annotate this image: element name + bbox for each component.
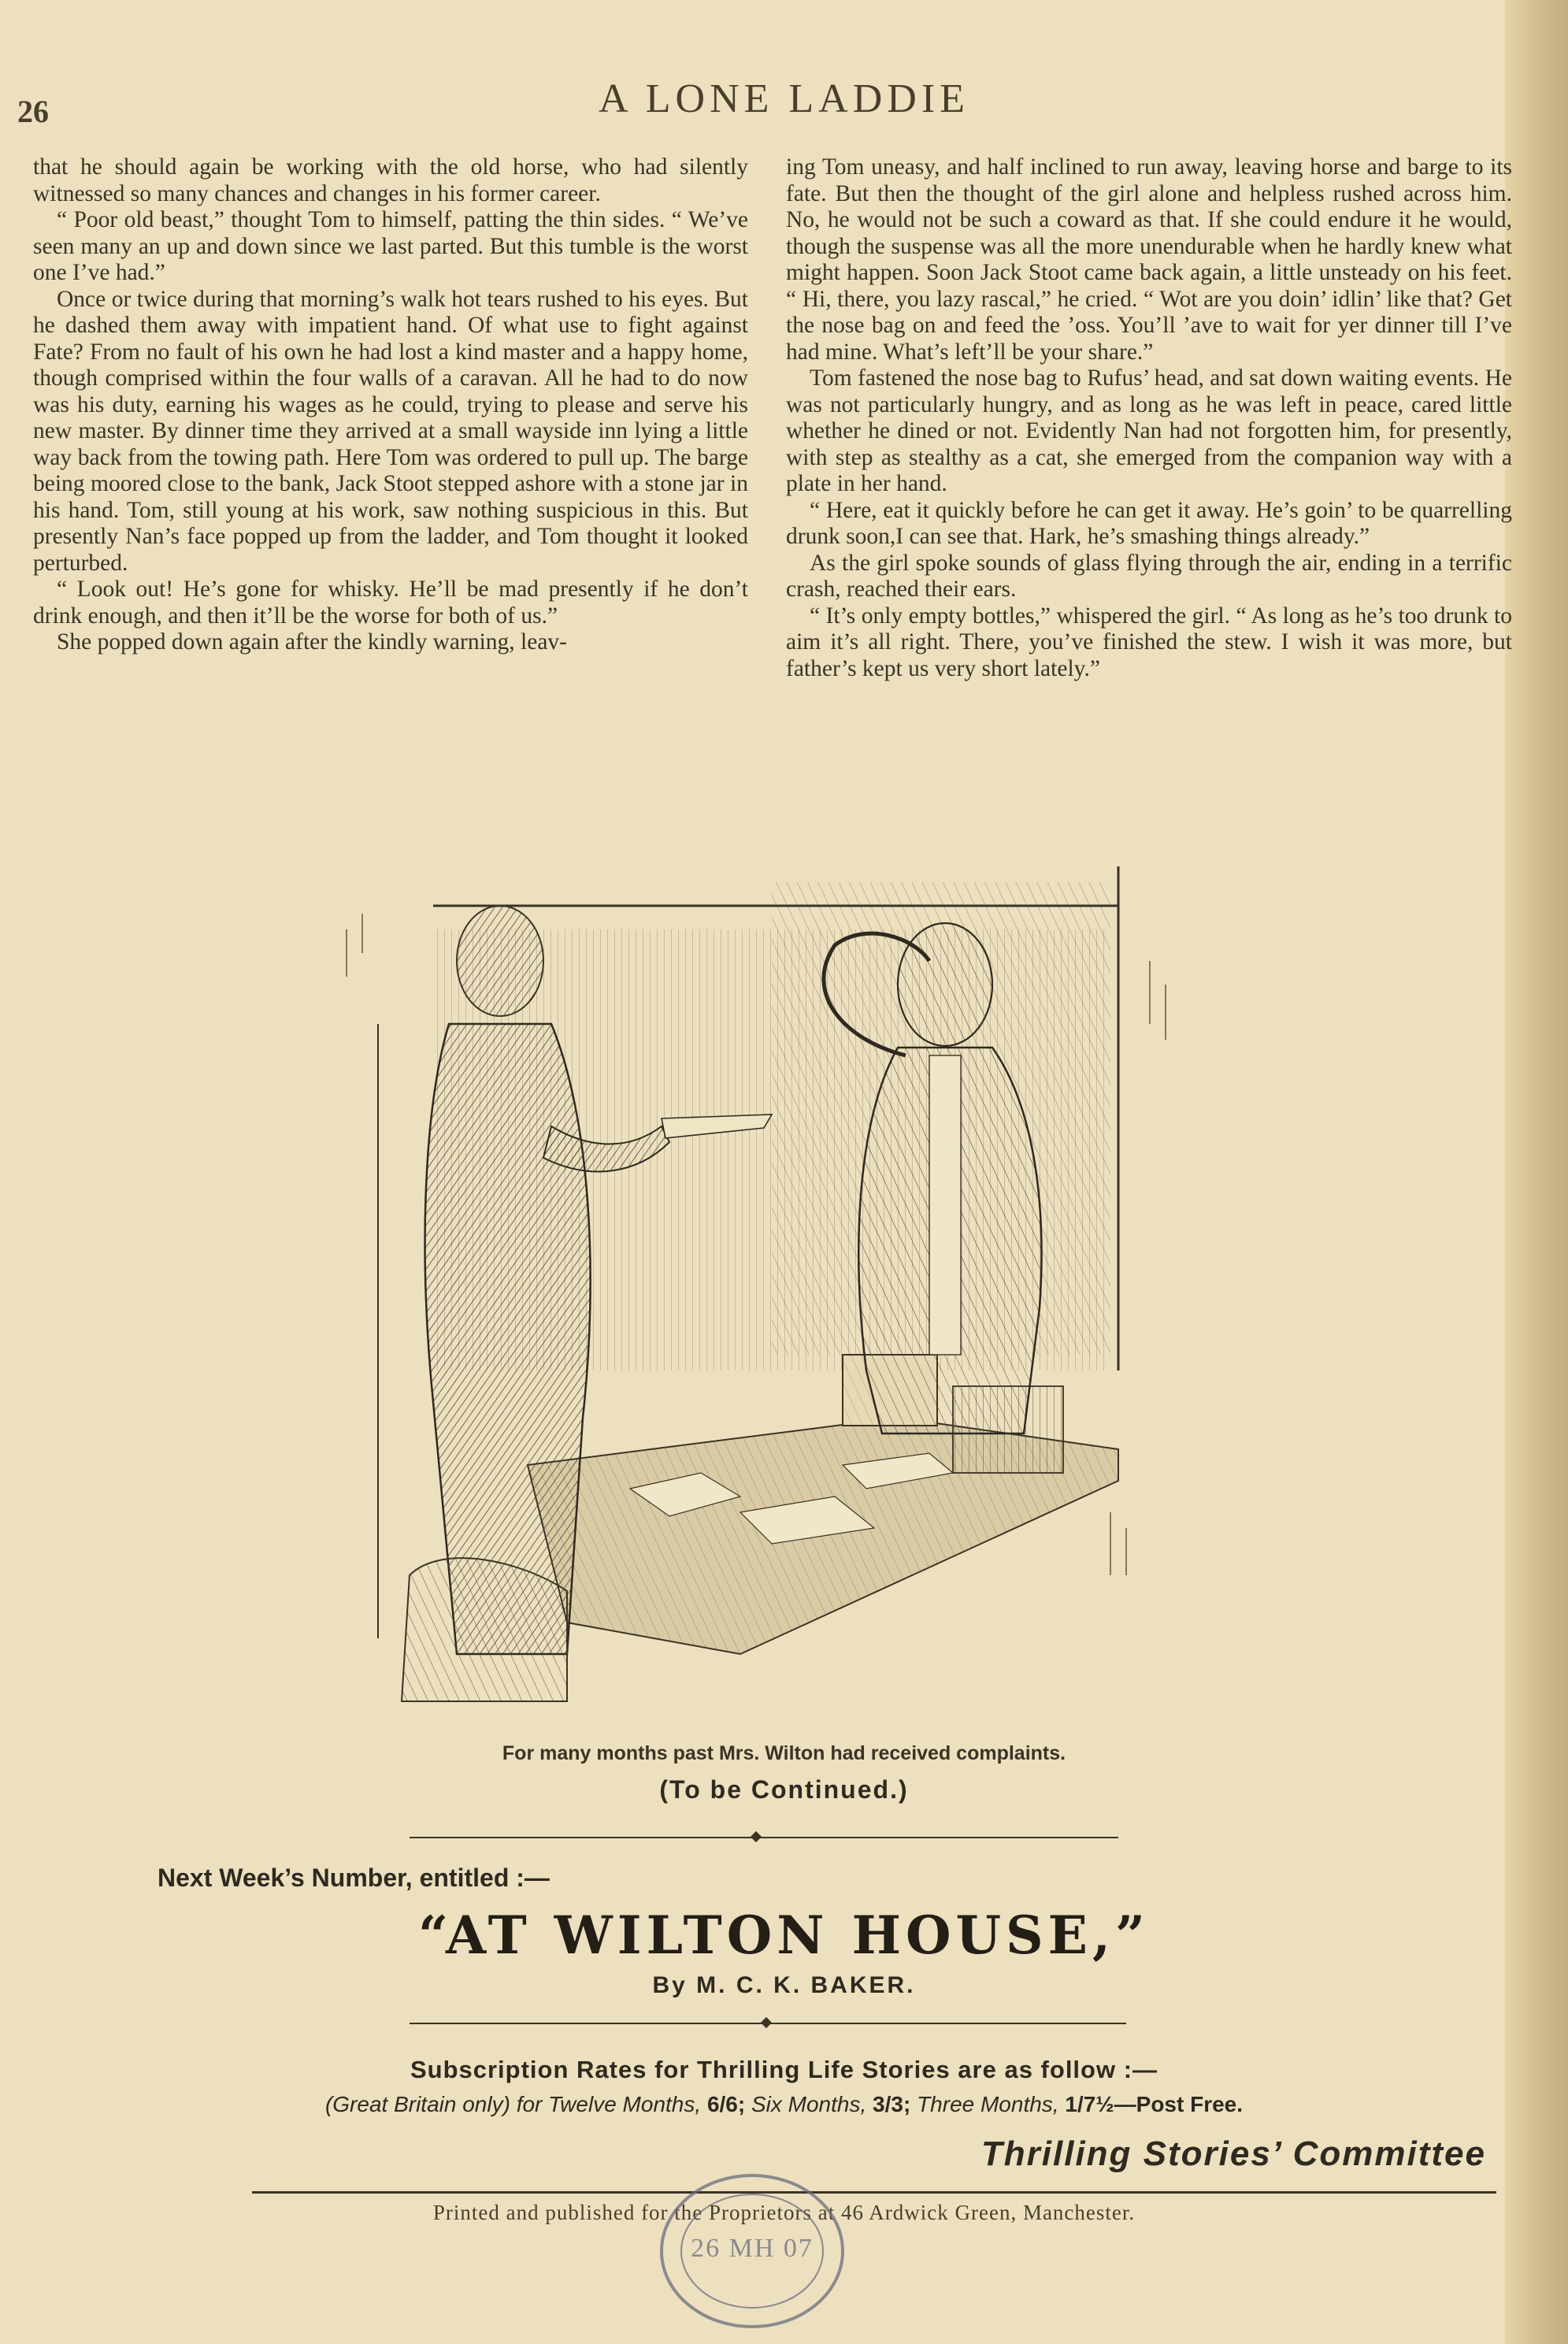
paragraph: As the girl spoke sounds of glass flying through the air, ending in a terrific crash, reached their ears. [786,550,1512,602]
six-month-label: Six Months, [751,2092,867,2116]
divider-rule [410,1837,1118,1838]
paragraph: “ Here, eat it quickly before he can get it away. He’s goin’ to be quarrelling drunk soon,I can see that. Hark, he’s smashing things already.” [786,497,1512,549]
subscription-heading: Subscription Rates for Thrilling Life Stories are as follow :— [410,2056,1158,2083]
next-story-title: “AT WILTON HOUSE,” [418,1904,1150,1966]
illustration-caption: For many months past Mrs. Wilton had received complaints. [502,1742,1066,1764]
paragraph: She popped down again after the kindly warning, leav- [57,629,567,655]
imprint-line: Printed and published for the Proprietors at 46 Ardwick Green, Manchester. [432,2201,1136,2224]
paragraph: ing Tom uneasy, and half inclined to run away, leaving horse and barge to its fate. But then the thought of the girl alone and helpless rushed across him. No, he would not be such a coward as that. If she could endure it he would, though the suspense was all the more unendurable when he hardly knew what might happen. Soon Jack Stoot came back again, a little unsteady on his feet. “ Hi, there, you lazy rascal,” he cried. “ Wot are you doin’ idlin’ like that? Get the nose bag on and feed the ’oss. You’ll ’ave to wait for yer dinner till I’ve had mine. What’s left’ll be your share.” [786,154,1512,365]
running-title: A LONE LADDIE [599,76,969,121]
committee-signature: Thrilling Stories’ Committee [980,2134,1486,2173]
paragraph: Once or twice during that morning’s walk hot tears rushed to his eyes. But he dashed them away with impatient hand. Of what use to fight against Fate? From no fault of his own he had lost a kind master and a happy home, though comprised within the four walls of a caravan. All he had to do now was his duty, earning his wages as he could, trying to please and serve his new master. By dinner time they arrived at a small wayside inn lying a little way back from the towing path. Here Tom was ordered to pull up. The barge being moored close to the bank, Jack Stoot stepped ashore with a stone jar in his hand. Tom, still young at his work, saw nothing suspicious in this. But presently Nan’s face popped up from the ladder, and Tom thought it looked perturbed. [33,286,748,576]
page-number: 26 [17,94,49,129]
next-week-intro: Next Week’s Number, entitled :— [158,1864,550,1892]
paragraph: that he should again be working with the old horse, who had silently witnessed so many chances and changes in his former career. [33,154,748,206]
three-month-label: Three Months, [917,2092,1059,2116]
to-be-continued: (To be Continued.) [659,1775,909,1804]
stamp-date: 26 MH 07 [691,2234,814,2263]
next-story-author: By M. C. K. BAKER. [652,1972,916,1998]
subscription-rates [0,2092,1568,2117]
paragraph: Tom fastened the nose bag to Rufus’ head, and sat down waiting events. He was not particularly hungry, and as long as he was left in peace, cared little whether he dined or not. Evidently Nan had not forgotten him, for presently, with step as stealthy as a cat, she emerged from the companion way with a plate in her hand. [786,365,1512,496]
paragraph: “ Poor old beast,” thought Tom to himself, patting the thin sides. “ We’ve seen many an up and down since we last parted. But this tumble is the worst one I’ve had.” [33,207,748,285]
story-illustration [331,866,1229,1717]
subscription-region: (Great Britain only) for Twelve Months, [324,2092,702,2116]
library-stamp [654,2168,851,2335]
imprint-rule [252,2191,1496,2194]
story-right-column [786,154,1512,847]
story-left-column [33,154,748,847]
six-month-price: 3/3; [873,2092,911,2116]
twelve-month-price: 6/6; [706,2092,746,2116]
three-month-price: 1/7½—Post Free. [1065,2092,1244,2116]
paragraph: “ Look out! He’s gone for whisky. He’ll be mad presently if he don’t drink enough, and then it’ll be the worse for both of us.” [33,577,748,629]
divider-ornament [751,1831,762,1842]
paragraph: “ It’s only empty bottles,” whispered the girl. “ As long as he’s too drunk to aim it’s all right. There, you’ve finished the stew. I wish it was more, but father’s kept us very short lately.” [786,603,1512,681]
divider-ornament [761,2017,772,2028]
